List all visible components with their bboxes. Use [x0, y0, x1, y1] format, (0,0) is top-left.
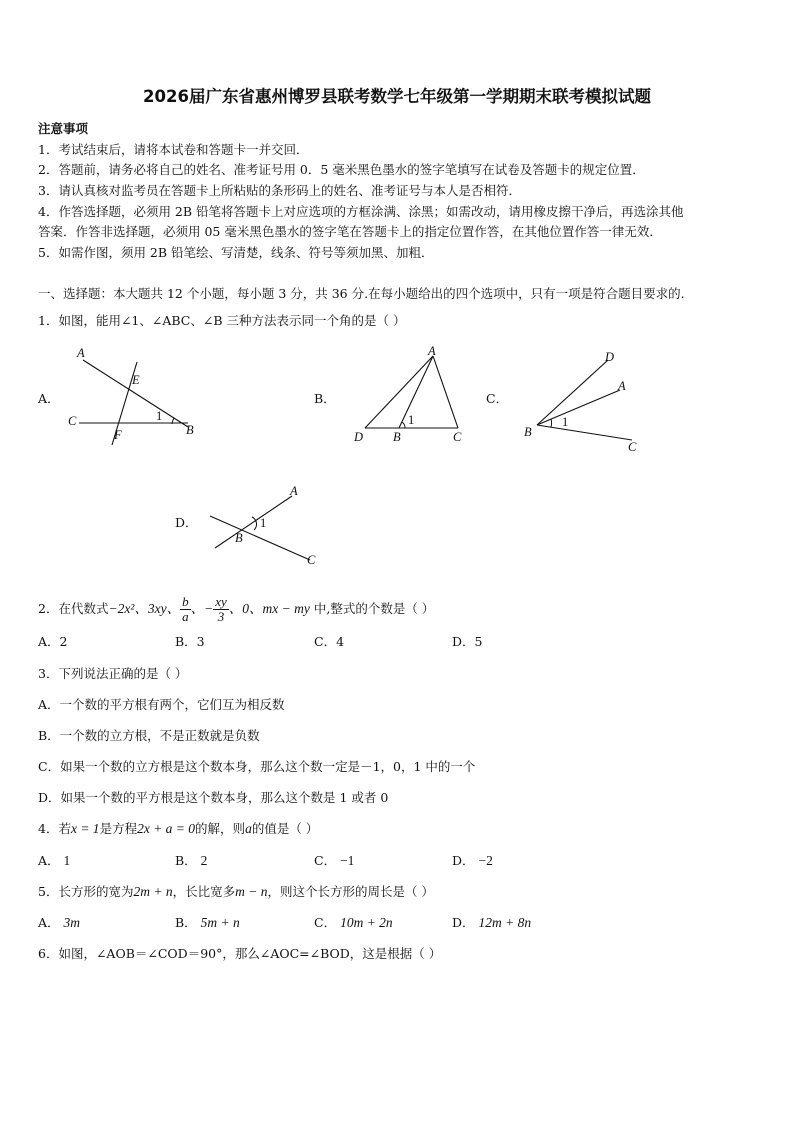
- q5-m1: 2m + n: [133, 884, 173, 899]
- line-ad: [365, 356, 433, 428]
- q5-option-b: B． 5m + n: [175, 915, 240, 930]
- q4-m2: 2x + a = 0: [137, 821, 196, 836]
- q1-option-d-label: D．: [175, 515, 198, 530]
- q2-expr2: 、0、mx − my: [228, 601, 310, 616]
- label-c: C: [307, 553, 316, 567]
- q3-option-a: A．一个数的平方根有两个，它们互为相反数: [38, 697, 285, 712]
- angle-1-arc: [551, 419, 552, 427]
- q4-m3: a: [245, 821, 252, 836]
- q5-p1: 5．长方形的宽为: [38, 884, 134, 899]
- label-e: E: [132, 373, 140, 387]
- section-heading: 一、选择题：本大题共 12 个小题，每小题 3 分，共 36 分.在每小题给出的四个选项中，只有一项是符合题目要求的.: [38, 286, 685, 301]
- notice-item: 4．作答选择题，必须用 2B 铅笔将答题卡上对应选项的方框涂满、涂黑；如需改动，请用橡皮擦干净后，再选涂其他: [38, 204, 684, 219]
- q1-figure-c: [520, 345, 650, 455]
- label-d: D: [354, 430, 364, 444]
- q5-option-d: D． 12m + 8n: [452, 915, 532, 930]
- q1-option-c-label: C．: [486, 391, 509, 406]
- q4-option-b: B． 2: [175, 853, 208, 868]
- angle-1-arc: [252, 517, 256, 530]
- label-c: C: [628, 440, 637, 454]
- q2-frac2-num: xy: [215, 594, 227, 609]
- label-1: 1: [156, 409, 163, 423]
- question-4-stem: [38, 821, 318, 837]
- q1-figure-b: [348, 343, 478, 445]
- q1-figure-d: [200, 480, 330, 575]
- q4-m1: x = 1: [70, 821, 100, 836]
- q2-frac1-den: a: [182, 609, 189, 624]
- label-c: C: [68, 414, 77, 428]
- label-1: 1: [562, 415, 569, 429]
- line-bd: [537, 360, 608, 425]
- label-1: 1: [260, 516, 267, 530]
- line-bc: [537, 425, 632, 440]
- q3-option-c: C．如果一个数的立方根是这个数本身，那么这个数一定是－1，0，1 中的一个: [38, 759, 476, 774]
- page-title: 2026届广东省惠州博罗县联考数学七年级第一学期期末联考模拟试题: [143, 87, 651, 106]
- label-d: D: [605, 350, 615, 364]
- q5-option-c: C． 10m + 2n: [314, 915, 393, 930]
- question-6-stem: 6．如图，∠AOB＝∠COD＝90°，那么∠AOC=∠BOD，这是根据（ ）: [38, 946, 442, 961]
- q4-option-a: A． 1: [38, 853, 71, 868]
- q1-option-a-label: A．: [38, 391, 60, 406]
- q5-m2: m − n: [235, 884, 268, 899]
- line-ac: [433, 356, 458, 428]
- notice-item: 1．考试结束后，请将本试卷和答题卡一并交回．: [38, 142, 309, 157]
- question-1-stem: 1．如图，能用∠1、∠ABC、∠B 三种方法表示同一个角的是（ ）: [38, 313, 406, 328]
- q2-frac2: [213, 595, 229, 624]
- q4-p4: 的值是（ ）: [251, 821, 319, 836]
- label-f: F: [114, 428, 122, 442]
- label-b: B: [235, 531, 243, 545]
- q2-frac1-num: b: [182, 594, 189, 609]
- question-3-stem: 3．下列说法正确的是（ ）: [38, 666, 188, 681]
- q5-p2: ，长比宽多: [172, 884, 236, 899]
- label-c: C: [453, 430, 462, 444]
- q2-option-b: B．3: [175, 634, 205, 649]
- q3-option-b: B．一个数的立方根，不是正数就是负数: [38, 728, 260, 743]
- label-b: B: [186, 423, 194, 437]
- label-b: B: [393, 430, 401, 444]
- question-2-stem: [38, 592, 434, 626]
- q3-option-d: D．如果一个数的平方根是这个数本身，那么这个数是 1 或者 0: [38, 790, 389, 805]
- notice-item: 答案．作答非选择题，必须用 05 毫米黑色墨水的签字笔在答题卡上的指定位置作答，在其他位置作答一律无效．: [38, 224, 662, 239]
- q2-option-c: C．4: [314, 634, 345, 649]
- q5-p3: ，则这个长方形的周长是（ ）: [267, 884, 434, 899]
- label-a: A: [618, 379, 626, 393]
- q2-expr1: −2x²、3xy、: [108, 601, 181, 616]
- q4-p3: 的解，则: [195, 821, 246, 836]
- angle-1-arc: [402, 422, 405, 428]
- q4-option-d: D． −2: [452, 853, 493, 868]
- label-a: A: [290, 484, 298, 498]
- q1-figure-a: [60, 345, 210, 445]
- q2-option-d: D．5: [452, 634, 483, 649]
- q4-option-c: C． −1: [314, 853, 355, 868]
- q2-prefix: 2．在代数式: [38, 601, 109, 616]
- label-b: B: [524, 425, 532, 439]
- q4-p1: 4．若: [38, 821, 71, 836]
- notice-heading: 注意事项: [38, 121, 89, 136]
- q2-frac2-den: 3: [217, 609, 225, 624]
- label-1: 1: [408, 413, 415, 427]
- q2-suffix: 中,整式的个数是（ ）: [313, 601, 435, 616]
- line-ab: [399, 356, 433, 428]
- q1-option-b-label: B．: [314, 391, 336, 406]
- notice-item: 2．答题前，请务必将自己的姓名、准考证号用 0．5 毫米黑色墨水的签字笔填写在试卷及答题卡的规定位置．: [38, 162, 645, 177]
- notice-item: 5．如需作图，须用 2B 铅笔绘、写清楚，线条、符号等须加黑、加粗．: [38, 245, 434, 260]
- label-a: A: [428, 344, 436, 358]
- question-5-stem: [38, 884, 434, 900]
- line-ab: [83, 360, 188, 427]
- q5-option-a: A． 3m: [38, 915, 81, 930]
- notice-item: 3．请认真核对监考员在答题卡上所粘贴的条形码上的姓名、准考证号与本人是否相符．: [38, 183, 521, 198]
- q2-option-a: A．2: [38, 634, 68, 649]
- q2-sep: 、−: [190, 601, 214, 616]
- line-ba: [215, 496, 292, 548]
- q4-p2: 是方程: [99, 821, 138, 836]
- q2-frac1: [180, 595, 191, 624]
- label-a: A: [77, 346, 85, 360]
- line-ba: [537, 390, 620, 425]
